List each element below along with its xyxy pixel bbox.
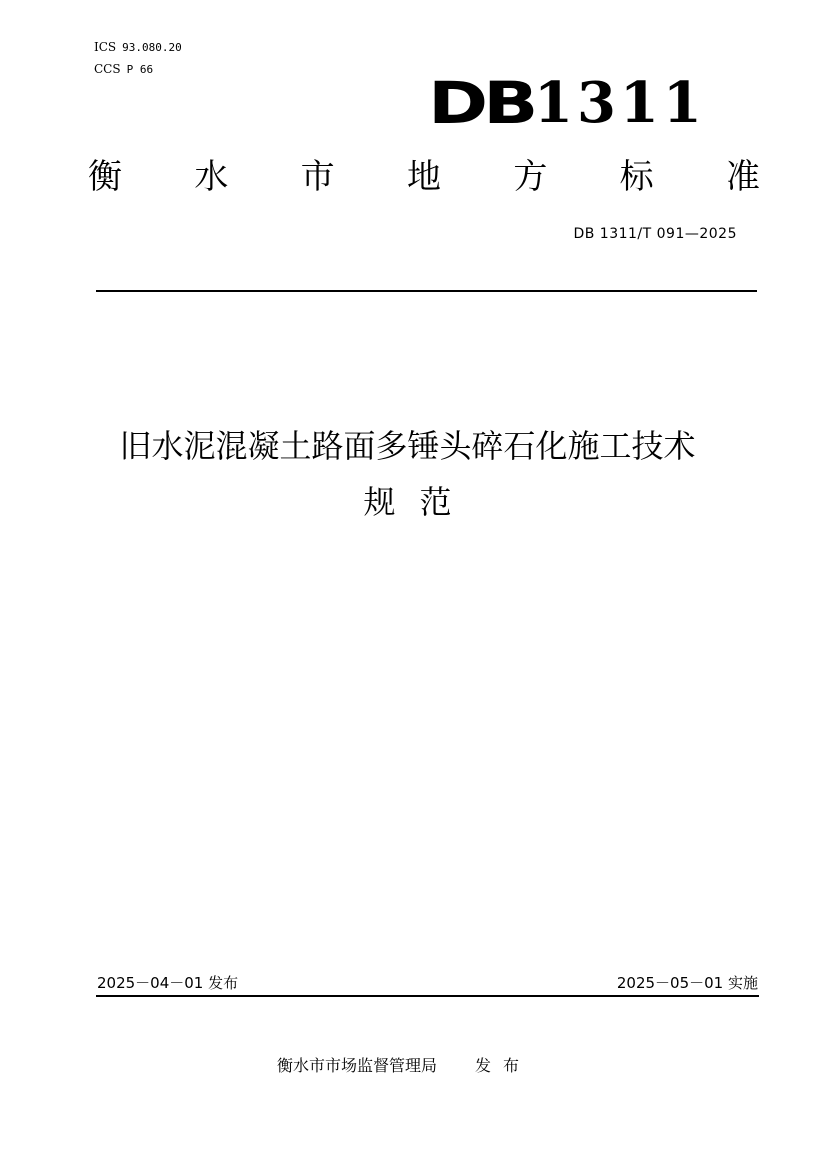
publish-label: 发布	[475, 1056, 532, 1075]
standard-type-heading	[88, 155, 760, 199]
standard-type-char: 水	[194, 157, 229, 197]
ccs-line	[94, 62, 153, 77]
db-logo	[428, 69, 706, 137]
ics-label: ICS	[94, 40, 117, 54]
standard-type-char: 衡	[88, 157, 122, 197]
issue-date: 2025－04－01 发布	[97, 974, 239, 992]
standard-type-char: 地	[406, 157, 441, 197]
publisher-line	[277, 1055, 531, 1077]
ccs-label: CCS	[94, 62, 121, 76]
publisher-name: 衡水市市场监督管理局	[277, 1056, 438, 1075]
standard-type-char: 市	[300, 157, 335, 197]
title-line-1: 旧水泥混凝土路面多锤头碎石化施工技术	[119, 427, 696, 465]
title-line-2: 规范	[363, 483, 476, 521]
document-title	[80, 418, 735, 530]
db-number: 1311	[534, 70, 706, 136]
ccs-code: P 66	[126, 63, 154, 76]
bottom-divider	[96, 995, 759, 997]
standard-type-char: 标	[619, 157, 654, 197]
standard-number: DB 1311/T 091—2025	[573, 226, 737, 242]
ics-code: 93.080.20	[122, 41, 182, 54]
db-letters: DB	[428, 69, 534, 137]
standard-type-char: 方	[513, 157, 548, 197]
top-divider	[96, 290, 757, 292]
ics-line	[94, 40, 182, 55]
standard-type-char: 准	[725, 157, 760, 197]
implementation-date: 2025－05－01 实施	[616, 974, 758, 992]
